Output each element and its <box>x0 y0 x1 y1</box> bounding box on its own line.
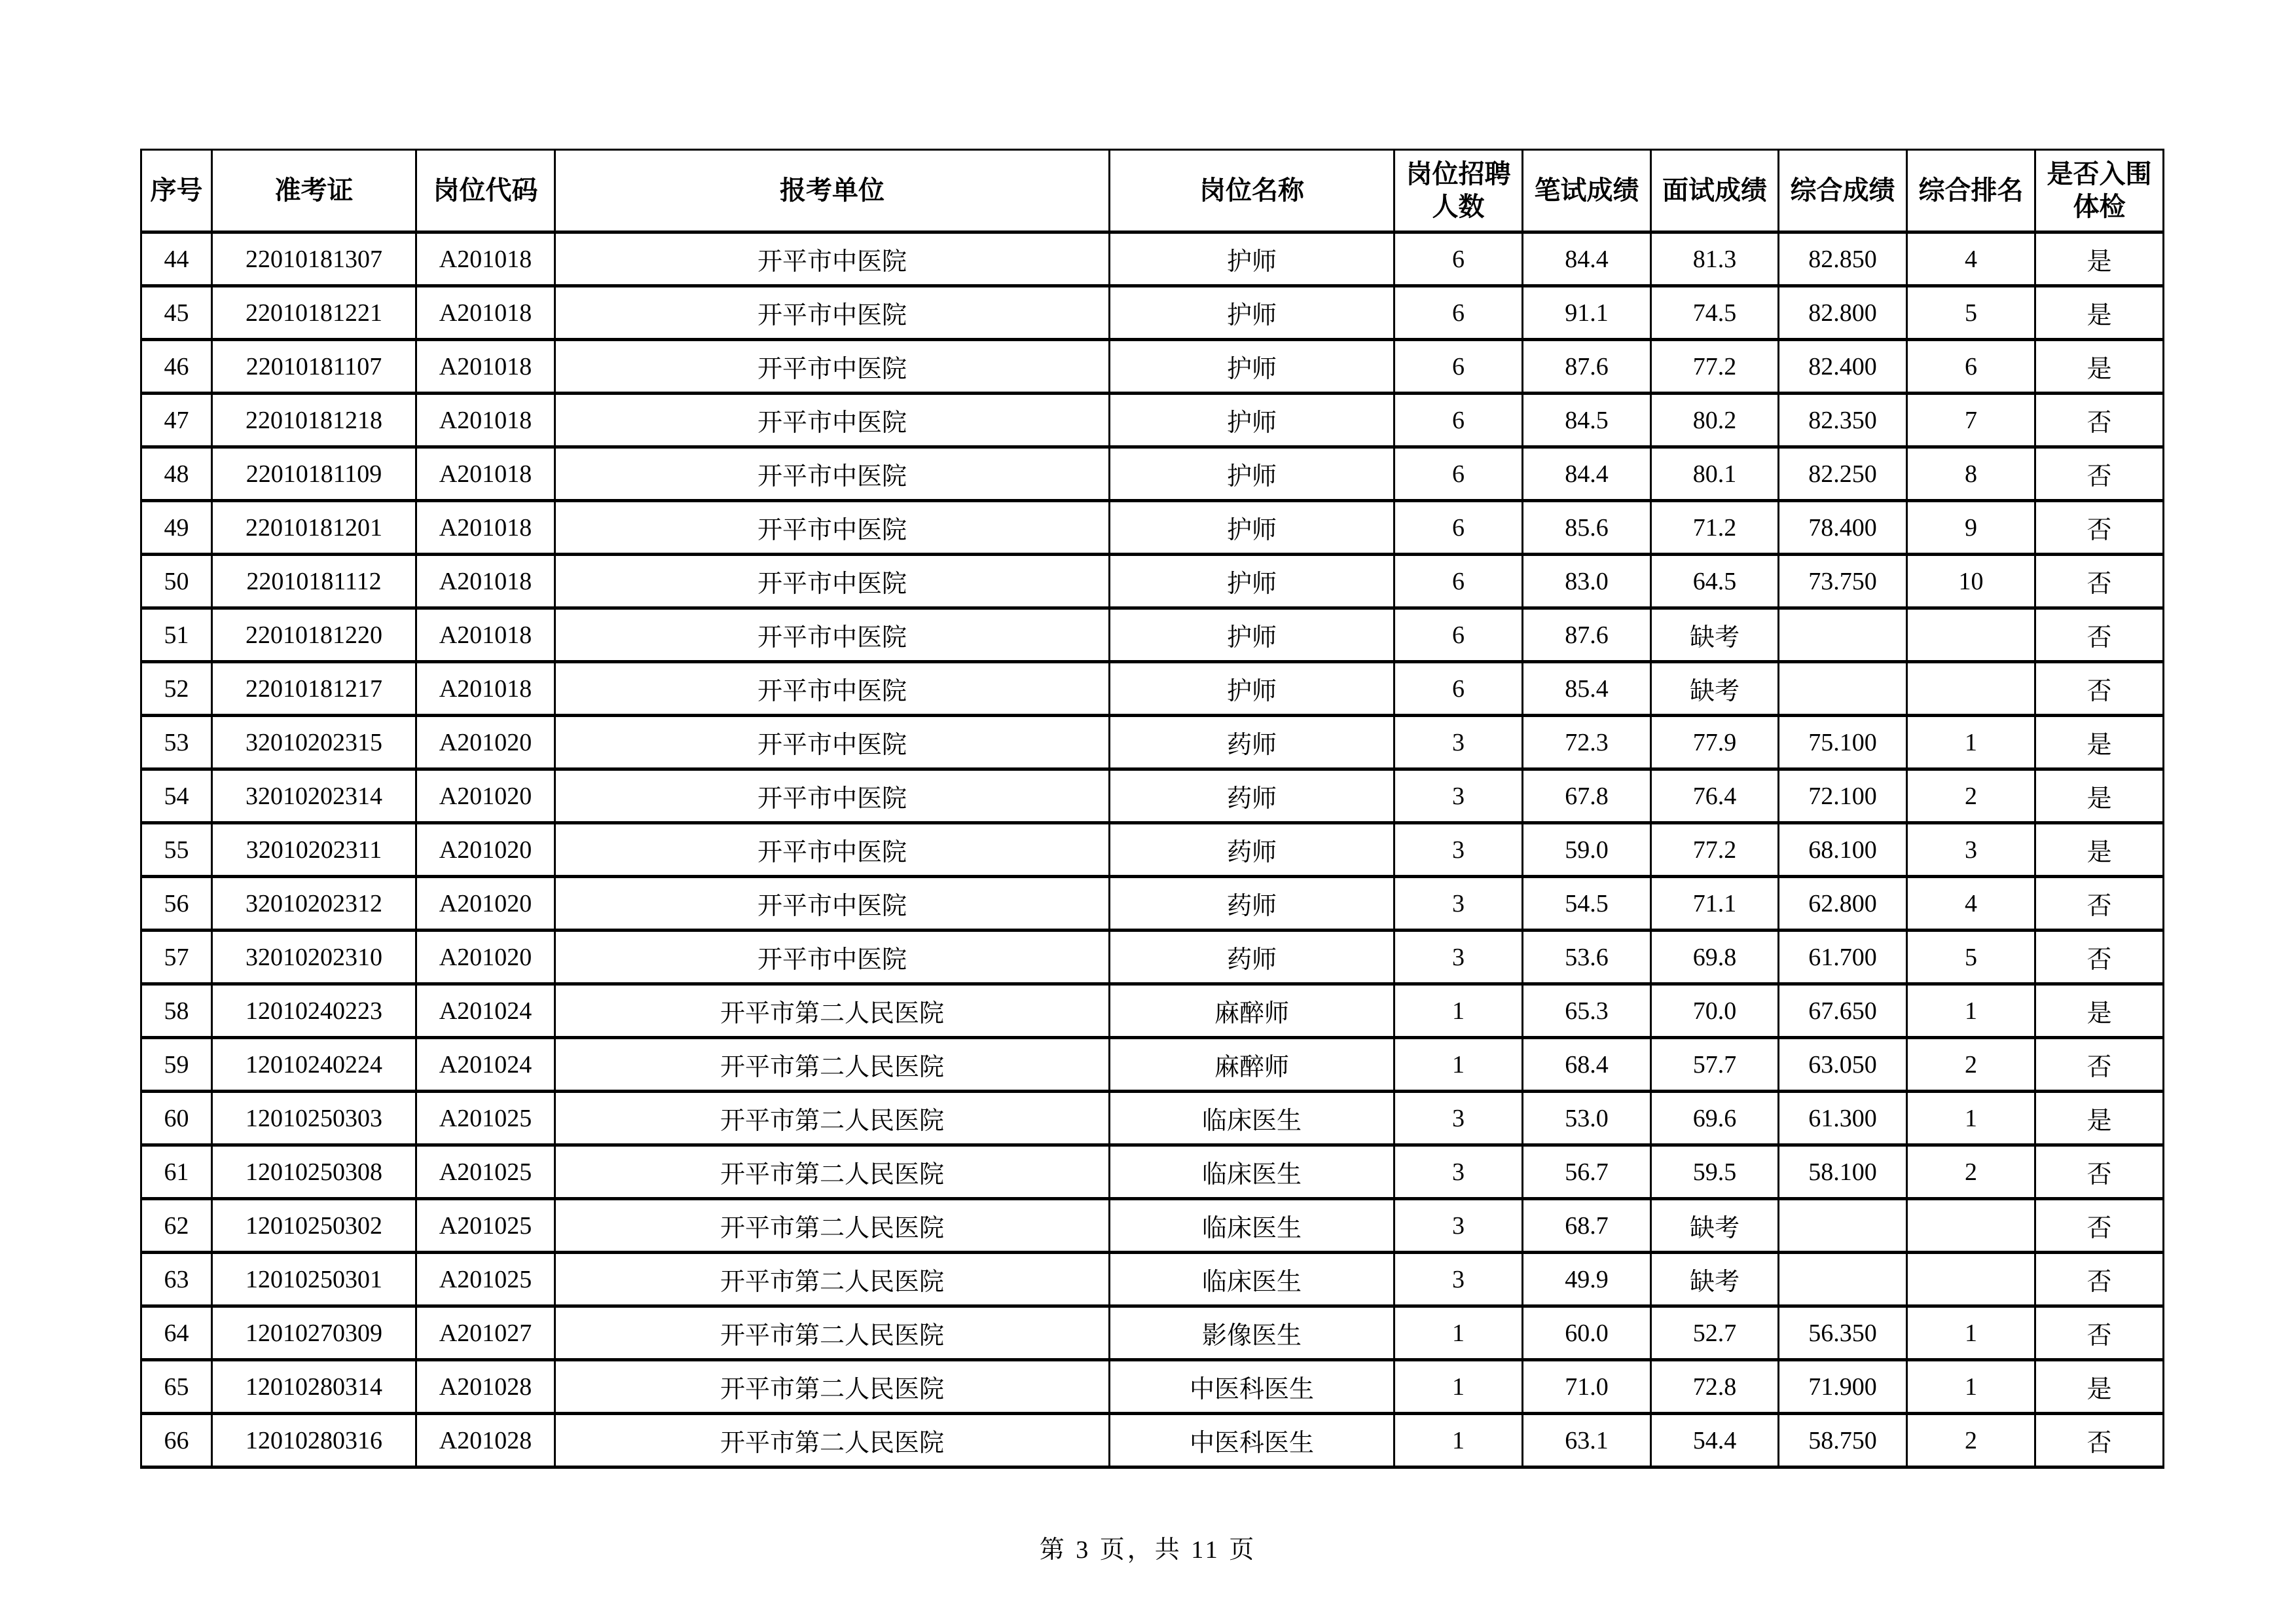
cell-interview-score: 69.6 <box>1651 1092 1779 1145</box>
cell-total-score: 78.400 <box>1779 501 1907 555</box>
cell-interview-score: 64.5 <box>1651 555 1779 608</box>
cell-total-score: 58.100 <box>1779 1145 1907 1199</box>
table-row <box>141 1145 2164 1199</box>
cell-seq: 59 <box>141 1038 212 1092</box>
cell-total-score: 82.400 <box>1779 340 1907 394</box>
cell-rank: 1 <box>1907 716 2035 769</box>
cell-medical-check: 是 <box>2035 340 2164 394</box>
cell-rank: 3 <box>1907 823 2035 877</box>
cell-position-name: 药师 <box>1110 716 1394 769</box>
cell-interview-score: 76.4 <box>1651 769 1779 823</box>
cell-seq: 57 <box>141 931 212 984</box>
cell-interview-score: 77.9 <box>1651 716 1779 769</box>
cell-medical-check: 否 <box>2035 1414 2164 1467</box>
cell-interview-score: 59.5 <box>1651 1145 1779 1199</box>
cell-medical-check: 否 <box>2035 555 2164 608</box>
cell-medical-check: 是 <box>2035 716 2164 769</box>
cell-written-score: 53.6 <box>1523 931 1651 984</box>
cell-rank: 5 <box>1907 286 2035 340</box>
cell-medical-check: 是 <box>2035 286 2164 340</box>
cell-interview-score: 81.3 <box>1651 232 1779 286</box>
cell-rank: 1 <box>1907 1306 2035 1360</box>
cell-admission-ticket: 32010202314 <box>212 769 416 823</box>
cell-headcount: 1 <box>1394 1038 1523 1092</box>
cell-position-code: A201025 <box>416 1092 555 1145</box>
header-rank: 综合排名 <box>1907 150 2035 232</box>
cell-written-score: 65.3 <box>1523 984 1651 1038</box>
cell-admission-ticket: 32010202311 <box>212 823 416 877</box>
table-row <box>141 447 2164 501</box>
cell-admission-ticket: 22010181112 <box>212 555 416 608</box>
cell-medical-check: 是 <box>2035 1360 2164 1414</box>
cell-interview-score: 缺考 <box>1651 608 1779 662</box>
table-row <box>141 1199 2164 1253</box>
table-row <box>141 823 2164 877</box>
cell-total-score <box>1779 1199 1907 1253</box>
header-employer: 报考单位 <box>555 150 1110 232</box>
cell-medical-check: 是 <box>2035 232 2164 286</box>
cell-total-score: 72.100 <box>1779 769 1907 823</box>
cell-position-code: A201025 <box>416 1199 555 1253</box>
cell-employer: 开平市第二人民医院 <box>555 1414 1110 1467</box>
cell-rank: 2 <box>1907 1414 2035 1467</box>
cell-interview-score: 71.2 <box>1651 501 1779 555</box>
cell-position-code: A201025 <box>416 1253 555 1306</box>
cell-seq: 50 <box>141 555 212 608</box>
cell-position-name: 药师 <box>1110 931 1394 984</box>
cell-medical-check: 否 <box>2035 1253 2164 1306</box>
cell-position-name: 护师 <box>1110 608 1394 662</box>
table-row <box>141 286 2164 340</box>
cell-written-score: 68.4 <box>1523 1038 1651 1092</box>
cell-employer: 开平市中医院 <box>555 232 1110 286</box>
cell-rank: 4 <box>1907 232 2035 286</box>
cell-employer: 开平市中医院 <box>555 286 1110 340</box>
cell-admission-ticket: 12010270309 <box>212 1306 416 1360</box>
cell-interview-score: 57.7 <box>1651 1038 1779 1092</box>
cell-total-score: 82.350 <box>1779 394 1907 447</box>
cell-position-code: A201024 <box>416 1038 555 1092</box>
cell-employer: 开平市中医院 <box>555 447 1110 501</box>
cell-admission-ticket: 22010181221 <box>212 286 416 340</box>
cell-medical-check: 否 <box>2035 1199 2164 1253</box>
cell-interview-score: 71.1 <box>1651 877 1779 931</box>
cell-total-score: 61.700 <box>1779 931 1907 984</box>
cell-interview-score: 缺考 <box>1651 662 1779 716</box>
cell-position-name: 临床医生 <box>1110 1092 1394 1145</box>
cell-admission-ticket: 22010181107 <box>212 340 416 394</box>
cell-employer: 开平市中医院 <box>555 340 1110 394</box>
cell-written-score: 53.0 <box>1523 1092 1651 1145</box>
cell-employer: 开平市中医院 <box>555 608 1110 662</box>
cell-seq: 55 <box>141 823 212 877</box>
cell-employer: 开平市中医院 <box>555 394 1110 447</box>
cell-rank <box>1907 1253 2035 1306</box>
table-row <box>141 662 2164 716</box>
cell-medical-check: 否 <box>2035 1306 2164 1360</box>
cell-position-code: A201018 <box>416 286 555 340</box>
cell-employer: 开平市第二人民医院 <box>555 1360 1110 1414</box>
cell-written-score: 84.4 <box>1523 232 1651 286</box>
cell-position-name: 护师 <box>1110 447 1394 501</box>
cell-admission-ticket: 12010250302 <box>212 1199 416 1253</box>
cell-total-score: 68.100 <box>1779 823 1907 877</box>
cell-headcount: 6 <box>1394 608 1523 662</box>
cell-headcount: 6 <box>1394 232 1523 286</box>
cell-employer: 开平市中医院 <box>555 662 1110 716</box>
header-headcount: 岗位招聘人数 <box>1394 150 1523 232</box>
cell-position-name: 临床医生 <box>1110 1145 1394 1199</box>
cell-medical-check: 否 <box>2035 394 2164 447</box>
cell-headcount: 3 <box>1394 877 1523 931</box>
cell-admission-ticket: 12010250308 <box>212 1145 416 1199</box>
cell-position-name: 药师 <box>1110 877 1394 931</box>
cell-seq: 46 <box>141 340 212 394</box>
cell-position-name: 护师 <box>1110 340 1394 394</box>
cell-medical-check: 是 <box>2035 823 2164 877</box>
cell-rank: 6 <box>1907 340 2035 394</box>
cell-employer: 开平市中医院 <box>555 931 1110 984</box>
table-row <box>141 716 2164 769</box>
cell-written-score: 63.1 <box>1523 1414 1651 1467</box>
cell-medical-check: 否 <box>2035 501 2164 555</box>
cell-interview-score: 77.2 <box>1651 340 1779 394</box>
cell-employer: 开平市第二人民医院 <box>555 1306 1110 1360</box>
cell-rank: 2 <box>1907 1038 2035 1092</box>
cell-seq: 64 <box>141 1306 212 1360</box>
cell-rank: 1 <box>1907 984 2035 1038</box>
cell-interview-score: 72.8 <box>1651 1360 1779 1414</box>
cell-seq: 49 <box>141 501 212 555</box>
cell-headcount: 3 <box>1394 1253 1523 1306</box>
cell-total-score <box>1779 1253 1907 1306</box>
cell-employer: 开平市中医院 <box>555 823 1110 877</box>
cell-position-code: A201027 <box>416 1306 555 1360</box>
cell-seq: 45 <box>141 286 212 340</box>
header-position-code: 岗位代码 <box>416 150 555 232</box>
cell-interview-score: 70.0 <box>1651 984 1779 1038</box>
cell-total-score: 82.850 <box>1779 232 1907 286</box>
cell-rank <box>1907 662 2035 716</box>
cell-admission-ticket: 32010202310 <box>212 931 416 984</box>
cell-position-name: 中医科医生 <box>1110 1414 1394 1467</box>
cell-total-score: 71.900 <box>1779 1360 1907 1414</box>
cell-position-code: A201018 <box>416 555 555 608</box>
cell-admission-ticket: 32010202312 <box>212 877 416 931</box>
table-row <box>141 984 2164 1038</box>
cell-position-code: A201020 <box>416 877 555 931</box>
cell-rank: 2 <box>1907 769 2035 823</box>
cell-position-name: 护师 <box>1110 394 1394 447</box>
cell-interview-score: 54.4 <box>1651 1414 1779 1467</box>
cell-written-score: 83.0 <box>1523 555 1651 608</box>
cell-total-score: 61.300 <box>1779 1092 1907 1145</box>
cell-employer: 开平市中医院 <box>555 716 1110 769</box>
cell-admission-ticket: 22010181109 <box>212 447 416 501</box>
table-row <box>141 1414 2164 1467</box>
cell-written-score: 54.5 <box>1523 877 1651 931</box>
cell-position-code: A201018 <box>416 662 555 716</box>
cell-seq: 48 <box>141 447 212 501</box>
cell-rank: 8 <box>1907 447 2035 501</box>
cell-headcount: 3 <box>1394 1145 1523 1199</box>
cell-headcount: 3 <box>1394 769 1523 823</box>
header-seq: 序号 <box>141 150 212 232</box>
cell-written-score: 59.0 <box>1523 823 1651 877</box>
cell-position-code: A201020 <box>416 769 555 823</box>
cell-admission-ticket: 12010240224 <box>212 1038 416 1092</box>
cell-medical-check: 否 <box>2035 877 2164 931</box>
header-position-name: 岗位名称 <box>1110 150 1394 232</box>
header-medical-check: 是否入围体检 <box>2035 150 2164 232</box>
cell-total-score: 73.750 <box>1779 555 1907 608</box>
cell-employer: 开平市第二人民医院 <box>555 1038 1110 1092</box>
cell-admission-ticket: 12010250301 <box>212 1253 416 1306</box>
table-row <box>141 232 2164 286</box>
cell-admission-ticket: 12010240223 <box>212 984 416 1038</box>
cell-employer: 开平市第二人民医院 <box>555 1199 1110 1253</box>
cell-admission-ticket: 12010250303 <box>212 1092 416 1145</box>
cell-interview-score: 80.1 <box>1651 447 1779 501</box>
cell-written-score: 91.1 <box>1523 286 1651 340</box>
cell-rank: 5 <box>1907 931 2035 984</box>
cell-interview-score: 69.8 <box>1651 931 1779 984</box>
cell-employer: 开平市第二人民医院 <box>555 1145 1110 1199</box>
cell-total-score: 75.100 <box>1779 716 1907 769</box>
cell-employer: 开平市第二人民医院 <box>555 1253 1110 1306</box>
table-row <box>141 394 2164 447</box>
header-row <box>141 150 2164 232</box>
cell-seq: 60 <box>141 1092 212 1145</box>
cell-admission-ticket: 22010181307 <box>212 232 416 286</box>
table-row <box>141 501 2164 555</box>
cell-position-code: A201018 <box>416 340 555 394</box>
cell-admission-ticket: 22010181218 <box>212 394 416 447</box>
cell-headcount: 6 <box>1394 394 1523 447</box>
table-row <box>141 1253 2164 1306</box>
cell-written-score: 85.6 <box>1523 501 1651 555</box>
cell-written-score: 85.4 <box>1523 662 1651 716</box>
cell-employer: 开平市中医院 <box>555 555 1110 608</box>
table-row <box>141 1092 2164 1145</box>
cell-position-code: A201018 <box>416 394 555 447</box>
cell-admission-ticket: 12010280316 <box>212 1414 416 1467</box>
cell-total-score <box>1779 662 1907 716</box>
cell-headcount: 1 <box>1394 1306 1523 1360</box>
cell-position-name: 中医科医生 <box>1110 1360 1394 1414</box>
cell-seq: 66 <box>141 1414 212 1467</box>
cell-position-name: 护师 <box>1110 501 1394 555</box>
cell-rank: 1 <box>1907 1360 2035 1414</box>
cell-position-name: 护师 <box>1110 286 1394 340</box>
cell-position-code: A201018 <box>416 608 555 662</box>
cell-employer: 开平市第二人民医院 <box>555 984 1110 1038</box>
cell-written-score: 49.9 <box>1523 1253 1651 1306</box>
cell-medical-check: 否 <box>2035 1145 2164 1199</box>
cell-total-score: 67.650 <box>1779 984 1907 1038</box>
table-row <box>141 769 2164 823</box>
table-row <box>141 1306 2164 1360</box>
cell-admission-ticket: 32010202315 <box>212 716 416 769</box>
cell-headcount: 3 <box>1394 931 1523 984</box>
cell-written-score: 56.7 <box>1523 1145 1651 1199</box>
cell-admission-ticket: 22010181201 <box>212 501 416 555</box>
cell-position-code: A201018 <box>416 232 555 286</box>
cell-position-name: 护师 <box>1110 555 1394 608</box>
cell-position-code: A201020 <box>416 823 555 877</box>
cell-rank: 10 <box>1907 555 2035 608</box>
cell-position-code: A201020 <box>416 716 555 769</box>
cell-interview-score: 74.5 <box>1651 286 1779 340</box>
cell-admission-ticket: 22010181217 <box>212 662 416 716</box>
cell-seq: 54 <box>141 769 212 823</box>
cell-medical-check: 是 <box>2035 769 2164 823</box>
cell-position-name: 麻醉师 <box>1110 984 1394 1038</box>
cell-written-score: 71.0 <box>1523 1360 1651 1414</box>
cell-rank: 2 <box>1907 1145 2035 1199</box>
cell-rank: 4 <box>1907 877 2035 931</box>
cell-position-name: 临床医生 <box>1110 1253 1394 1306</box>
cell-interview-score: 缺考 <box>1651 1199 1779 1253</box>
cell-position-code: A201028 <box>416 1360 555 1414</box>
cell-medical-check: 否 <box>2035 931 2164 984</box>
table-row <box>141 931 2164 984</box>
cell-seq: 61 <box>141 1145 212 1199</box>
cell-total-score <box>1779 608 1907 662</box>
cell-total-score: 56.350 <box>1779 1306 1907 1360</box>
cell-headcount: 3 <box>1394 1092 1523 1145</box>
results-sheet <box>140 149 2164 1469</box>
cell-seq: 44 <box>141 232 212 286</box>
cell-position-name: 护师 <box>1110 232 1394 286</box>
cell-seq: 52 <box>141 662 212 716</box>
cell-headcount: 1 <box>1394 984 1523 1038</box>
table-row <box>141 1360 2164 1414</box>
cell-employer: 开平市第二人民医院 <box>555 1092 1110 1145</box>
cell-position-code: A201018 <box>416 501 555 555</box>
cell-medical-check: 否 <box>2035 1038 2164 1092</box>
cell-position-code: A201024 <box>416 984 555 1038</box>
cell-seq: 65 <box>141 1360 212 1414</box>
cell-admission-ticket: 12010280314 <box>212 1360 416 1414</box>
cell-position-code: A201020 <box>416 931 555 984</box>
cell-rank <box>1907 1199 2035 1253</box>
cell-headcount: 6 <box>1394 555 1523 608</box>
cell-seq: 63 <box>141 1253 212 1306</box>
cell-seq: 56 <box>141 877 212 931</box>
cell-written-score: 87.6 <box>1523 340 1651 394</box>
cell-interview-score: 80.2 <box>1651 394 1779 447</box>
cell-employer: 开平市中医院 <box>555 501 1110 555</box>
cell-written-score: 87.6 <box>1523 608 1651 662</box>
cell-rank: 1 <box>1907 1092 2035 1145</box>
cell-headcount: 6 <box>1394 286 1523 340</box>
cell-written-score: 84.4 <box>1523 447 1651 501</box>
cell-rank: 9 <box>1907 501 2035 555</box>
cell-position-name: 护师 <box>1110 662 1394 716</box>
cell-headcount: 3 <box>1394 716 1523 769</box>
cell-written-score: 72.3 <box>1523 716 1651 769</box>
exam-results-table <box>140 149 2164 1469</box>
cell-employer: 开平市中医院 <box>555 877 1110 931</box>
cell-written-score: 60.0 <box>1523 1306 1651 1360</box>
header-total-score: 综合成绩 <box>1779 150 1907 232</box>
cell-position-name: 影像医生 <box>1110 1306 1394 1360</box>
cell-medical-check: 否 <box>2035 608 2164 662</box>
header-written-score: 笔试成绩 <box>1523 150 1651 232</box>
cell-position-name: 药师 <box>1110 769 1394 823</box>
cell-seq: 51 <box>141 608 212 662</box>
cell-position-code: A201018 <box>416 447 555 501</box>
cell-medical-check: 否 <box>2035 447 2164 501</box>
cell-written-score: 84.5 <box>1523 394 1651 447</box>
cell-position-code: A201028 <box>416 1414 555 1467</box>
cell-seq: 58 <box>141 984 212 1038</box>
table-row <box>141 1038 2164 1092</box>
cell-position-name: 临床医生 <box>1110 1199 1394 1253</box>
cell-rank: 7 <box>1907 394 2035 447</box>
cell-seq: 62 <box>141 1199 212 1253</box>
table-row <box>141 877 2164 931</box>
cell-headcount: 6 <box>1394 662 1523 716</box>
cell-medical-check: 是 <box>2035 984 2164 1038</box>
cell-written-score: 67.8 <box>1523 769 1651 823</box>
cell-medical-check: 是 <box>2035 1092 2164 1145</box>
cell-total-score: 82.250 <box>1779 447 1907 501</box>
cell-position-code: A201025 <box>416 1145 555 1199</box>
cell-headcount: 1 <box>1394 1414 1523 1467</box>
cell-written-score: 68.7 <box>1523 1199 1651 1253</box>
cell-rank <box>1907 608 2035 662</box>
header-admission-ticket: 准考证 <box>212 150 416 232</box>
cell-seq: 53 <box>141 716 212 769</box>
cell-headcount: 6 <box>1394 340 1523 394</box>
page-number: 第 3 页，共 11 页 <box>1039 1536 1257 1564</box>
cell-headcount: 6 <box>1394 447 1523 501</box>
cell-seq: 47 <box>141 394 212 447</box>
table-row <box>141 608 2164 662</box>
cell-headcount: 3 <box>1394 1199 1523 1253</box>
cell-interview-score: 缺考 <box>1651 1253 1779 1306</box>
cell-headcount: 6 <box>1394 501 1523 555</box>
cell-interview-score: 77.2 <box>1651 823 1779 877</box>
cell-medical-check: 否 <box>2035 662 2164 716</box>
cell-admission-ticket: 22010181220 <box>212 608 416 662</box>
header-interview-score: 面试成绩 <box>1651 150 1779 232</box>
table-row <box>141 340 2164 394</box>
table-row <box>141 555 2164 608</box>
cell-headcount: 1 <box>1394 1360 1523 1414</box>
cell-interview-score: 52.7 <box>1651 1306 1779 1360</box>
cell-employer: 开平市中医院 <box>555 769 1110 823</box>
cell-total-score: 58.750 <box>1779 1414 1907 1467</box>
cell-total-score: 62.800 <box>1779 877 1907 931</box>
cell-headcount: 3 <box>1394 823 1523 877</box>
cell-total-score: 82.800 <box>1779 286 1907 340</box>
cell-position-name: 药师 <box>1110 823 1394 877</box>
cell-total-score: 63.050 <box>1779 1038 1907 1092</box>
cell-position-name: 麻醉师 <box>1110 1038 1394 1092</box>
